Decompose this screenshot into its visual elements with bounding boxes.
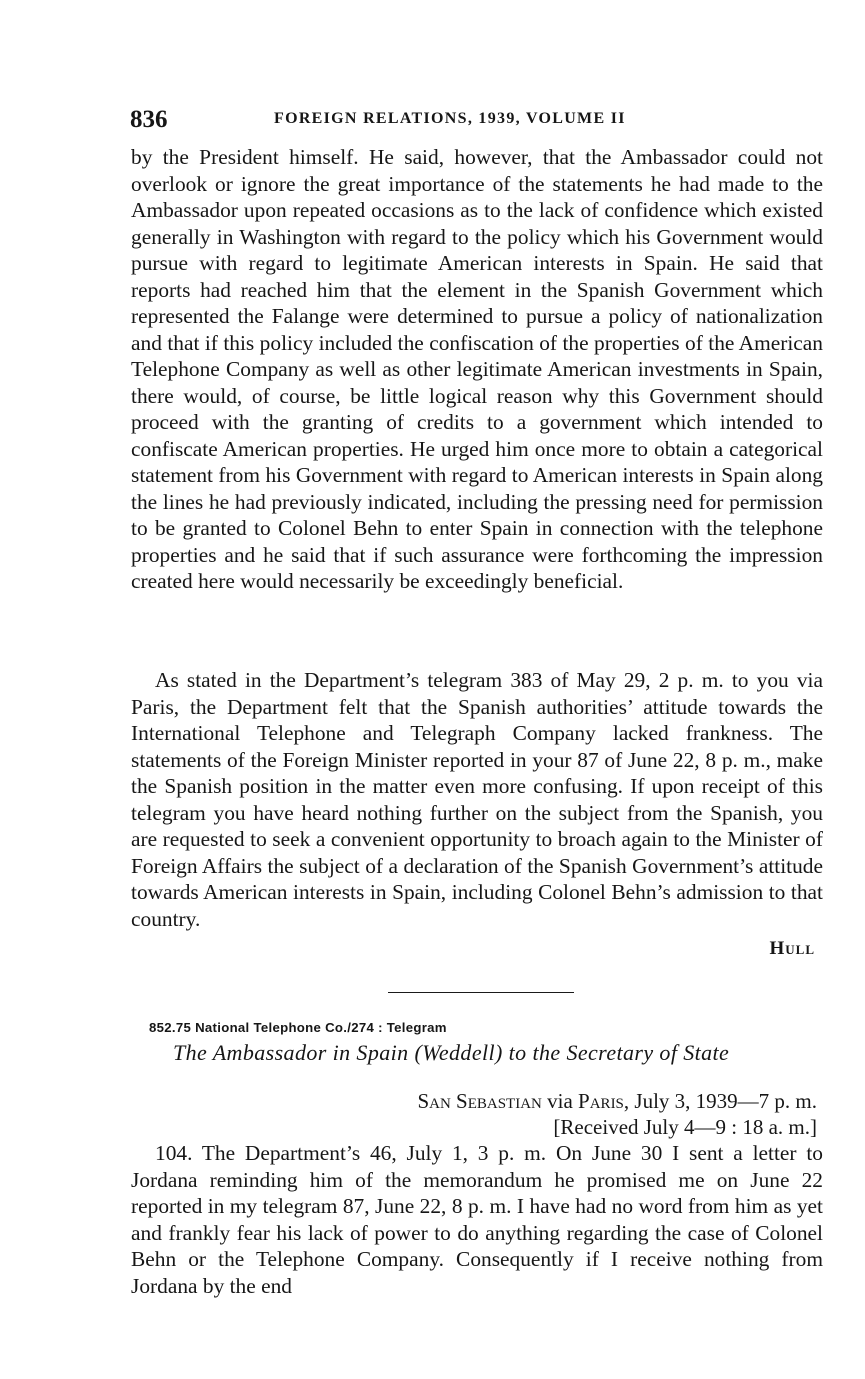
paragraph-text: 104. The Department’s 46, July 1, 3 p. m. On June 30 I sent a letter to Jordana reminding him of the memorandum he promised me on June 22 reported in my telegram 87, June 22, 8 p. m. I have had no word from him as yet and frankly fear his lack of power to do anything regarding the case of Colonel Behn or the Telephone Company. Consequently if I receive nothing from Jordana by the end — [131, 1141, 823, 1298]
paragraph-text: by the President himself. He said, however, that the Ambassador could not overlook or ignore the great importance of the statements he had made to the Ambassador upon repeated occasions as to the lack of confidence which existed generally in Washington with regard to the policy which his Government would pursue with regard to legitimate American interests in Spain. He said that reports had reached him that the element in the Spanish Government which represented the Falange were determined to pursue a policy of nationalization and that if this policy included the confiscation of the properties of the American Telephone Company as well as other legitimate American investments in Spain, there would, of course, be little logical reason why this Government should proceed with the granting of credits to a government which intended to confiscate American properties. He urged him once more to obtain a categorical statement from his Government with regard to American interests in Spain along the lines he had previously indicated, including the pressing need for permission to be granted to Colonel Behn to enter Spain in connection with the telephone properties and he said that if such assurance were forthcoming the impression created here would necessarily be exceedingly beneficial. — [131, 145, 823, 593]
dateline-place-1: San Sebastian — [417, 1089, 542, 1113]
signature: Hull — [769, 938, 815, 959]
dateline-date: , July 3, 1939—7 p. m. — [623, 1089, 817, 1113]
running-head — [126, 104, 816, 136]
file-reference: 852.75 National Telephone Co./274 : Telegram — [149, 1020, 447, 1035]
body-paragraph-3 — [131, 1140, 823, 1299]
running-title: FOREIGN RELATIONS, 1939, VOLUME II — [274, 110, 626, 127]
dateline — [417, 1088, 817, 1140]
dateline-via: via — [541, 1089, 579, 1113]
section-divider — [388, 992, 574, 993]
dateline-place-2: Paris — [578, 1089, 624, 1113]
page-number: 836 — [130, 106, 168, 133]
document-heading: The Ambassador in Spain (Weddell) to the Secretary of State — [173, 1040, 730, 1065]
dateline-origin — [417, 1088, 817, 1114]
dateline-received: [Received July 4—9 : 18 a. m.] — [553, 1115, 817, 1139]
paragraph-text: As stated in the Department’s telegram 383 of May 29, 2 p. m. to you via Paris, the Department felt that the Spanish authorities’ attitude towards the International Telephone and Telegraph Company lacked frankness. The statements of the Foreign Minister reported in your 87 of June 22, 8 p. m., make the Spanish position in the matter even more confusing. If upon receipt of this telegram you have heard nothing further on the subject from the Spanish, you are requested to seek a convenient opportunity to broach again to the Minister of Foreign Affairs the subject of a declaration of the Spanish Government’s attitude towards American interests in Spain, including Colonel Behn’s admission to that country. — [131, 668, 823, 931]
body-paragraph-1 — [131, 144, 823, 595]
body-paragraph-2 — [131, 667, 823, 932]
